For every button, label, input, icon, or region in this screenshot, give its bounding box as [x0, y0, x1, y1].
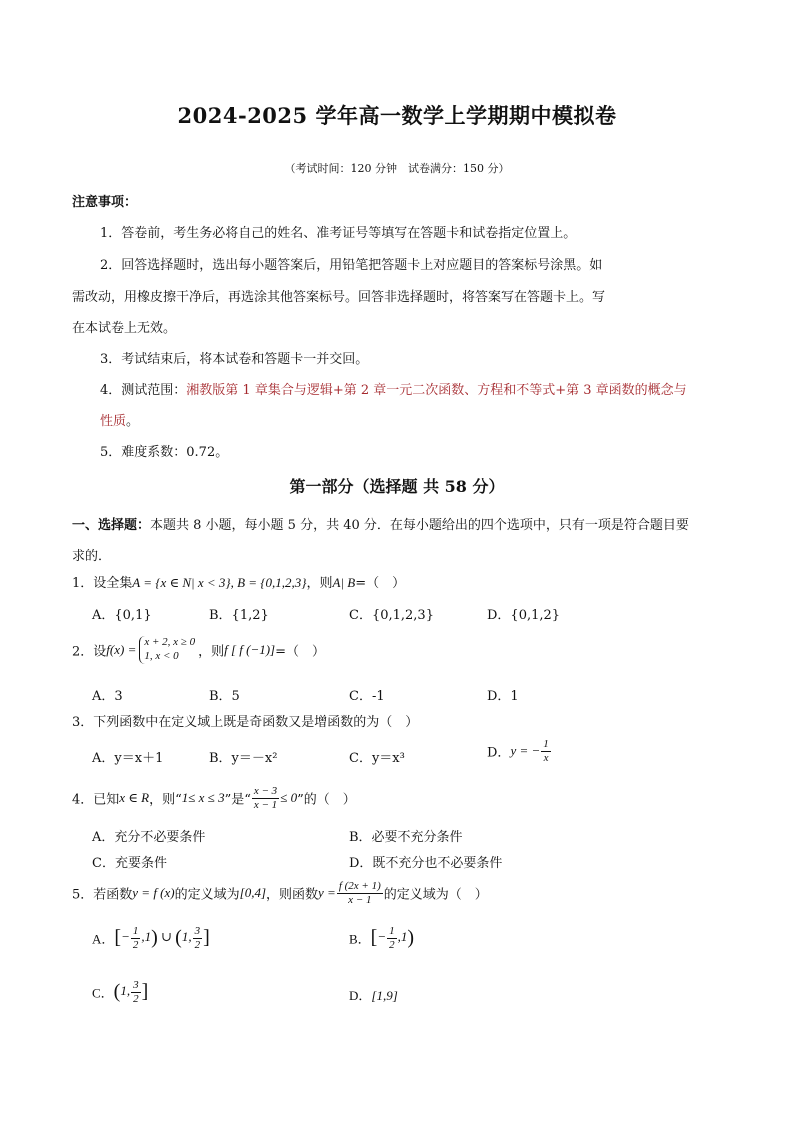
question-5-stem: 5．若函数y = f (x)的定义域为[0,4]，则函数y = $\frac{f (2x + 1)}{x - 1}$ 的定义域为（ ） — [72, 880, 488, 906]
question-1-stem: 1．设全集A = {x ∈ N| x < 3}, B = {0,1,2,3}，则A| B=（ ） — [72, 575, 406, 591]
q2-option-a: A．3 — [92, 689, 123, 704]
note-4-line-1 — [100, 379, 687, 398]
note-3: 3．考试结束后，将本试卷和答题卡一并交回。 — [100, 352, 369, 367]
q1-option-c: C．{0,1,2,3} — [349, 608, 434, 623]
note-2-line-3: 在本试卷上无效。 — [72, 321, 177, 336]
q2-piecewise: x + 2, x ≥ 0 1, x < 0 — [139, 636, 195, 664]
q4-option-b: B．必要不充分条件 — [349, 830, 463, 845]
q1-operation: A| B — [332, 575, 356, 590]
q2-expression: f [ f (−1)] — [224, 641, 276, 657]
notes-heading: 注意事项： — [72, 195, 138, 210]
exam-info: （考试时间：120 分钟 试卷满分：150 分） — [284, 162, 510, 175]
q4-domain: x ∈ R — [119, 790, 150, 806]
q2-option-b: B．5 — [209, 689, 240, 704]
section-instructions — [72, 514, 689, 533]
q5-option-c: C．(1, $\frac{3}{2}$ ] — [92, 979, 149, 1005]
page-title: 2024-2025 学年高一数学上学期期中模拟卷 — [177, 103, 617, 128]
q3-option-b: B．y＝－x² — [209, 751, 278, 766]
q1-option-b: B．{1,2} — [209, 608, 269, 623]
section-label: 一、选择题： — [72, 518, 151, 533]
q5-option-b: B．[− $\frac{1}{2}$ ,1) — [349, 925, 415, 951]
q2-function: f(x) = — [106, 641, 137, 657]
q2-option-d: D．1 — [487, 689, 519, 704]
note-4-suffix: 。 — [126, 414, 140, 429]
section-instructions-text: 本题共 8 小题，每小题 5 分，共 40 分．在每小题给出的四个选项中，只有一项是符合题目要 — [150, 518, 689, 533]
section-title: 第一部分（选择题 共 58 分） — [289, 477, 505, 496]
q5-fraction: $\frac{f (2x + 1)}{x - 1}$ — [338, 880, 381, 906]
note-2-line-1: 2．回答选择题时，选出每小题答案后，用铅笔把答题卡上对应题目的答案标号涂黑。如 — [100, 258, 603, 273]
q4-condition-1: 1≤ x ≤ 3 — [181, 790, 225, 806]
q4-option-a: A．充分不必要条件 — [92, 830, 206, 845]
question-4-stem: 4．已知x ∈ R，则“1≤ x ≤ 3”是“ $\frac{x - 3}{x - 1}$ ≤ 0”的（ ） — [72, 785, 356, 811]
question-2-stem: 2．设f(x) = x + 2, x ≥ 0 1, x < 0 ，则f [ f (−1)]=（ ） — [72, 636, 326, 662]
test-scope-end: 性质 — [100, 414, 127, 429]
q5-function: y = f (x) — [132, 885, 175, 901]
note-4-line-2 — [100, 410, 139, 429]
q3-option-c: C．y＝x³ — [349, 751, 405, 766]
note-2-line-2: 需改动，用橡皮擦干净后，再选涂其他答案标号。回答非选择题时，将答案写在答题卡上。写 — [72, 290, 606, 305]
q2-option-c: C．-1 — [349, 689, 385, 704]
question-3-stem: 3．下列函数中在定义域上既是奇函数又是增函数的为（ ） — [72, 715, 419, 730]
q3-option-d: D．y = − $\frac{1}{x}$ — [487, 738, 549, 764]
section-instructions-line-2: 求的． — [72, 549, 112, 564]
q1-option-d: D．{0,1,2} — [487, 608, 561, 623]
q3-option-a: A．y＝x＋1 — [92, 751, 164, 766]
q1-sets: A = {x ∈ N| x < 3}, B = {0,1,2,3} — [132, 575, 307, 590]
q1-option-a: A．{0,1} — [92, 608, 152, 623]
note-5: 5．难度系数：0.72。 — [100, 445, 229, 460]
test-scope: 湘教版第 1 章集合与逻辑+第 2 章一元二次函数、方程和不等式+第 3 章函数的概念与 — [186, 383, 687, 398]
q5-domain: [0,4] — [239, 885, 267, 901]
note-4-prefix: 4．测试范围： — [100, 383, 187, 398]
q4-option-d: D．既不充分也不必要条件 — [349, 856, 503, 871]
q4-option-c: C．充要条件 — [92, 856, 167, 871]
q5-option-d: D．[1,9] — [349, 988, 398, 1003]
q4-fraction: $\frac{x - 3}{x - 1}$ — [253, 785, 278, 811]
note-1: 1．答卷前，考生务必将自己的姓名、准考证号等填写在答题卡和试卷指定位置上。 — [100, 226, 577, 241]
q5-option-a: A．[− $\frac{1}{2}$ ,1) ∪ (1, $\frac{3}{2}$ ] — [92, 925, 210, 951]
